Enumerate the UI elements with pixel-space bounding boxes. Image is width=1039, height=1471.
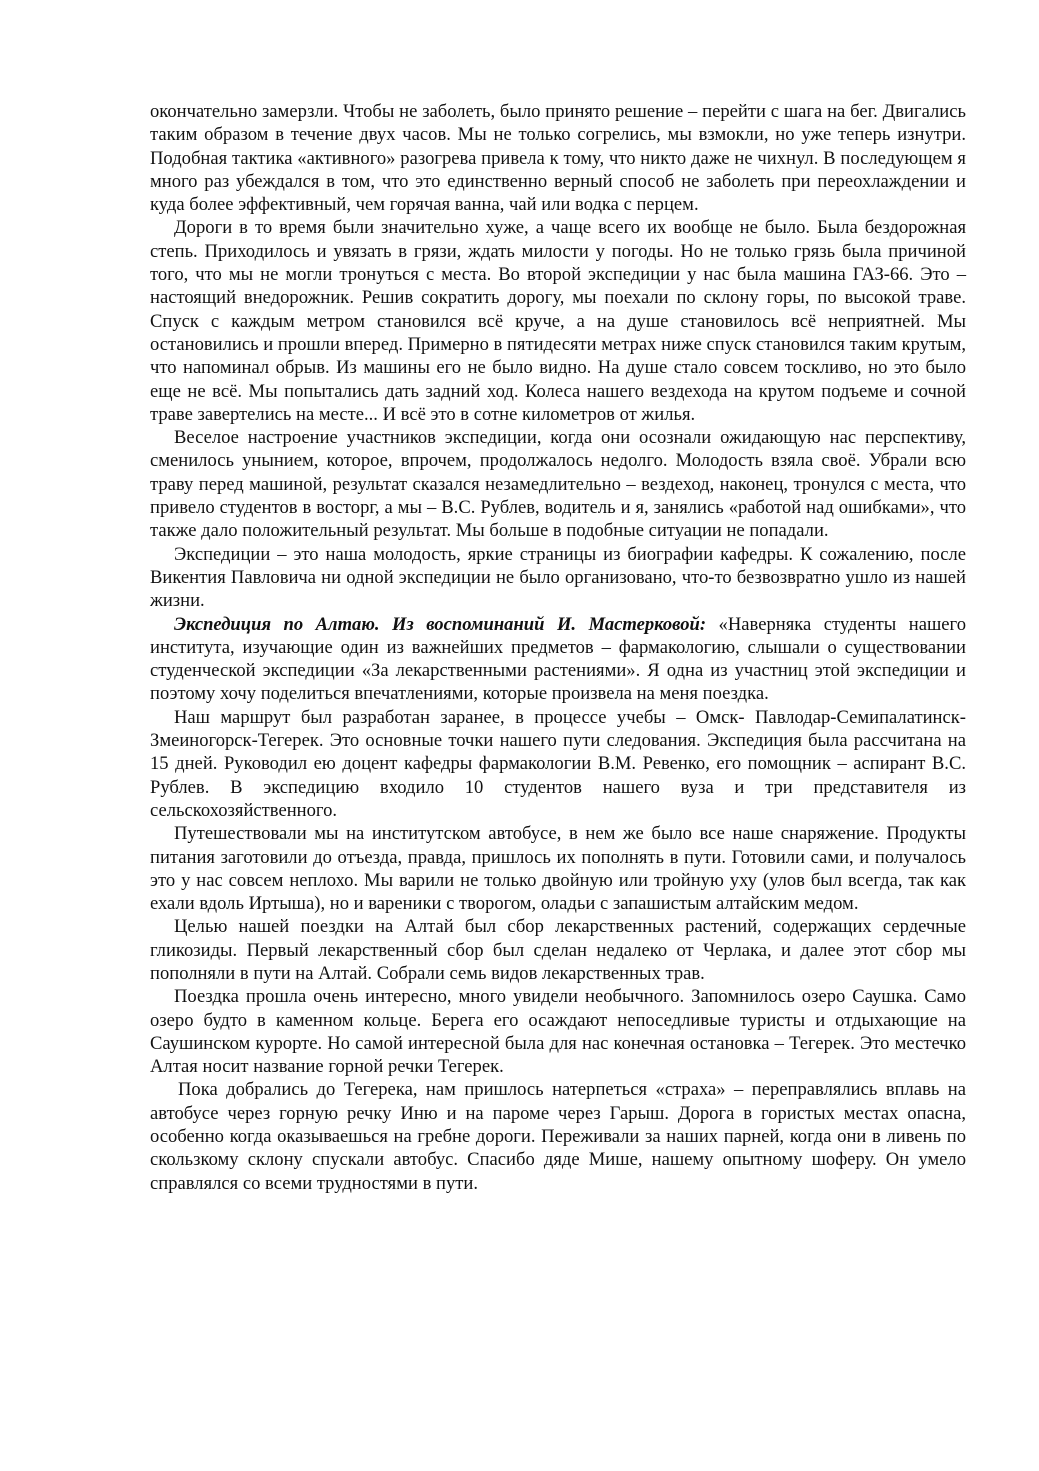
- section-paragraph: [150, 613, 966, 706]
- paragraph-2: Дороги в то время были значительно хуже, а чаще всего их вообще не было. Была бездорожная степь. Приходилось и увязать в грязи, ждать милости у погоды. Но не только грязь была причиной того, что мы не могли тронуться с места. Во второй экспедиции у нас была машина ГАЗ-66. Это – настоящий внедорожник. Решив сократить дорогу, мы поехали по склону горы, по высокой траве. Спуск с каждым метром становился всё круче, а на душе становилось всё неприятней. Мы остановились и прошли вперед. Примерно в пятидесяти метрах ниже спуск становился таким крутым, что напоминал обрыв. Из машины его не было видно. На душе стало совсем тоскливо, но это было еще не всё. Мы попытались дать задний ход. Колеса нашего вездехода на крутом подъеме и сочной траве завертелись на месте... И всё это в сотне километров от жилья.: [150, 217, 966, 425]
- paragraph-6: Наш маршрут был разработан заранее, в процессе учебы – Омск- Павлодар-Семипалатинск-Змеиногорск-Тегерек. Это основные точки нашего пути следования. Экспедиция была рассчитана на 15 дней. Руководил ею доцент кафедры фармакологии В.М. Ревенко, его помощник – аспирант В.С. Рублев. В экспедицию входило 10 студентов нашего вуза и три представителя из сельскохозяйственного.: [150, 706, 966, 821]
- paragraph-1: окончательно замерзли. Чтобы не заболеть, было принято решение – перейти с шага на бег. Двигались таким образом в течение двух часов. Мы не только согрелись, мы взмокли, но уже теперь изнутри. Подобная тактика «активного» разогрева привела к тому, что никто даже не чихнул. В последующем я много раз убеждался в том, что это единственно верный способ не заболеть при переохлаждении и куда более эффективный, чем горячая ванна, чай или водка с перцем.: [150, 101, 966, 216]
- section-heading: Экспедиция по Алтаю. Из воспоминаний И. Мастерковой:: [174, 613, 707, 635]
- paragraph-4: Экспедиции – это наша молодость, яркие страницы из биографии кафедры. К сожалению, после Викентия Павловича ни одной экспедиции не было организовано, что-то безвозвратно ушло из нашей жизни.: [150, 543, 966, 612]
- paragraph-9: Поездка прошла очень интересно, много увидели необычного. Запомнилось озеро Саушка. Само озеро будто в каменном кольце. Берега его осаждают непоседливые туристы и отдыхающие на Саушинском курорте. Но самой интересной была для нас конечная остановка – Тегерек. Это местечко Алтая носит название горной речки Тегерек.: [150, 986, 966, 1078]
- section-lead-text: «Наверняка студенты нашего института, изучающие один из важнейших предметов – фармакологию, слышали о существовании студенческой экспедиции «За лекарственными растениями». Я одна из участниц этой экспедиции и поэтому хочу поделиться впечатлениями, которые произвела на меня поездка.: [150, 613, 966, 705]
- paragraph-10: Пока добрались до Тегерека, нам пришлось натерпеться «страха» – переправлялись вплавь на автобусе через горную речку Иню и на пароме через Гарыш. Дорога в гористых местах опасна, особенно когда оказываешься на гребне дороги. Переживали за наших парней, когда они в ливень по скользкому склону спускали автобус. Спасибо дяде Мише, нашему опытному шоферу. Он умело справлялся со всеми трудностями в пути.: [150, 1079, 966, 1194]
- document-page: [150, 100, 966, 1195]
- paragraph-3: Веселое настроение участников экспедиции, когда они осознали ожидающую нас перспективу, сменилось унынием, которое, впрочем, продолжалось недолго. Молодость взяла своё. Убрали всю траву перед машиной, результат сказался незамедлительно – вездеход, наконец, тронулся с места, что привело студентов в восторг, а мы – В.С. Рублев, водитель и я, занялись «работой над ошибками», что также дало положительный результат. Мы больше в подобные ситуации не попадали.: [150, 427, 966, 542]
- paragraph-7: Путешествовали мы на институтском автобусе, в нем же было все наше снаряжение. Продукты питания заготовили до отъезда, правда, пришлось их пополнять в пути. Готовили сами, и получалось это у нас совсем неплохо. Мы варили не только двойную или тройную уху (улов был всегда, так как ехали вдоль Иртыша), но и вареники с творогом, оладьи с запашистым алтайским медом.: [150, 823, 966, 915]
- paragraph-8: Целью нашей поездки на Алтай был сбор лекарственных растений, содержащих сердечные гликозиды. Первый лекарственный сбор был сделан недалеко от Черлака, и далее этот сбор мы пополняли в пути на Алтай. Собрали семь видов лекарственных трав.: [150, 916, 966, 984]
